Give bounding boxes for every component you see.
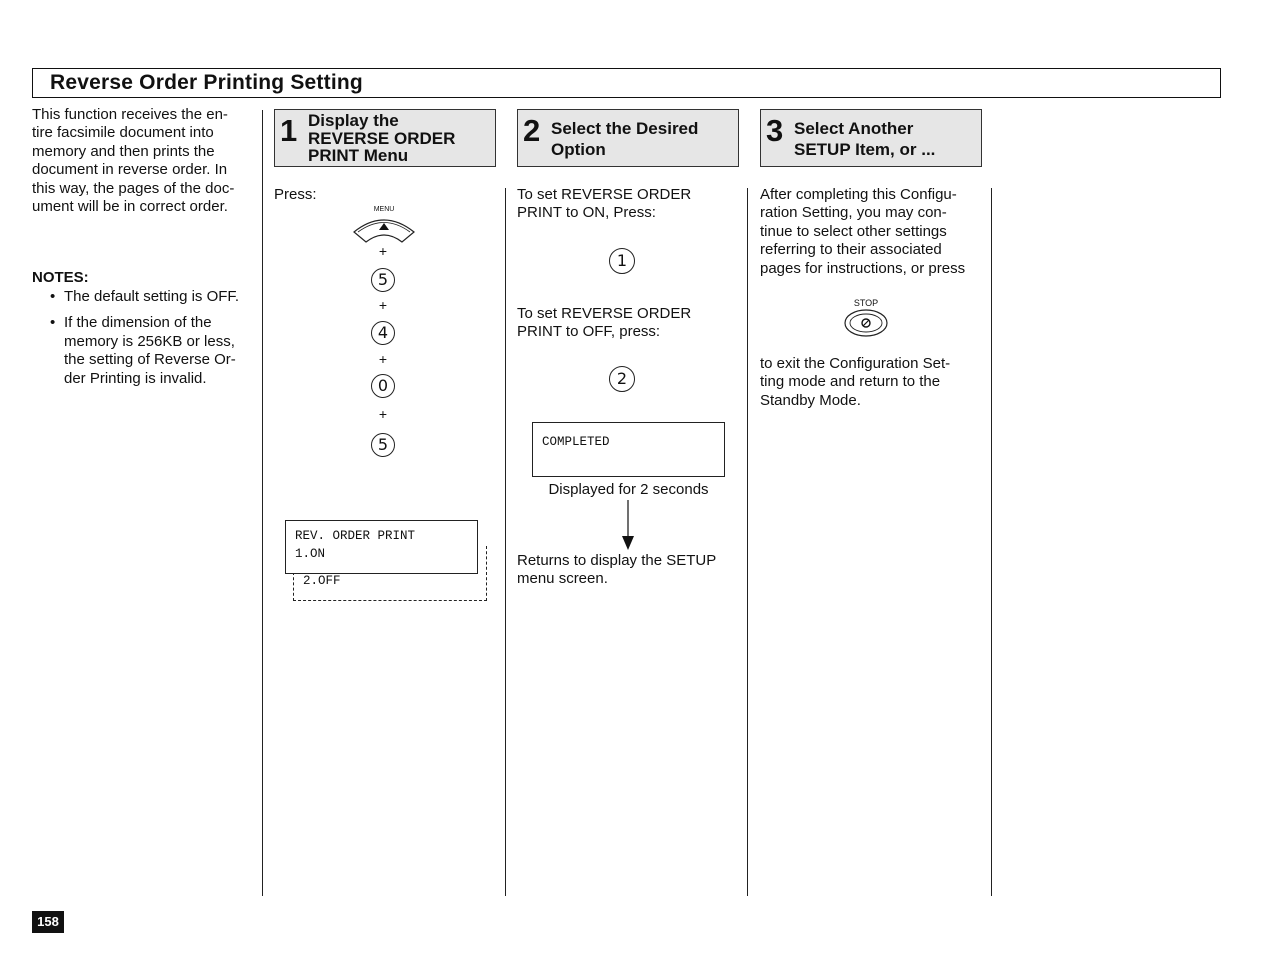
text-line: tinue to select other settings	[760, 222, 947, 240]
text-line: Returns to display the SETUP	[517, 552, 717, 569]
displayed-caption: Displayed for 2 seconds	[548, 481, 709, 498]
text-line: PRINT to OFF, press:	[517, 323, 661, 341]
text-line: pages for instructions, or press	[760, 259, 966, 277]
step-1-header	[274, 109, 496, 167]
lcd-display	[285, 520, 478, 574]
exit-text	[760, 355, 950, 410]
intro-line: tire facsimile document into	[32, 124, 214, 142]
set-off-text	[517, 305, 691, 342]
step-3-header	[760, 109, 982, 167]
step-title-line: Display the	[308, 111, 399, 130]
text-line: PRINT to ON, Press:	[517, 204, 656, 222]
step-title-line: Select the Desired	[551, 119, 699, 138]
column-divider	[747, 188, 748, 896]
column-divider	[505, 188, 506, 896]
step-title-line: Option	[551, 140, 606, 159]
step-title	[794, 118, 935, 160]
menu-up-icon	[352, 214, 416, 246]
step-number: 2	[523, 113, 541, 148]
intro-line: This function receives the en-	[32, 106, 228, 123]
text-line: referring to their associated	[760, 241, 942, 259]
key-5-button[interactable]: 5	[371, 433, 395, 457]
text-line: Standby Mode.	[760, 391, 861, 409]
key-1-button[interactable]: 1	[609, 248, 635, 274]
key-0-button[interactable]: 0	[371, 374, 395, 398]
text-line: After completing this Configu-	[760, 186, 957, 203]
intro-text	[32, 106, 254, 216]
step-title-line: Select Another	[794, 119, 914, 138]
key-5-button[interactable]: 5	[371, 268, 395, 292]
menu-key-label: MENU	[373, 206, 395, 213]
step-number: 3	[766, 113, 784, 148]
text-line: ting mode and return to the	[760, 373, 941, 391]
lcd-line: 2.OFF	[303, 574, 341, 588]
menu-key[interactable]	[352, 206, 416, 246]
text-line: To set REVERSE ORDER	[517, 305, 692, 322]
down-arrow-icon	[620, 500, 636, 552]
intro-line: memory and then prints the	[32, 142, 215, 160]
page-title: Reverse Order Printing Setting	[50, 71, 363, 94]
notes-list	[32, 288, 254, 396]
plus-sign: +	[378, 406, 388, 422]
key-2-button[interactable]: 2	[609, 366, 635, 392]
returns-text	[517, 552, 716, 589]
press-label: Press:	[274, 186, 317, 203]
plus-sign: +	[378, 243, 388, 259]
step-title	[551, 118, 698, 160]
step-title	[308, 112, 455, 165]
stop-icon	[844, 309, 888, 337]
key-4-button[interactable]: 4	[371, 321, 395, 345]
intro-line: document in reverse order. In	[32, 161, 228, 179]
note-item: • If the dimension of the memory is 256KB or less, the setting of Reverse Or-der Printing is invalid.	[32, 314, 254, 388]
column-divider	[262, 110, 263, 896]
intro-line: this way, the pages of the doc-	[32, 179, 235, 197]
step-number: 1	[280, 113, 298, 148]
stop-key[interactable]	[843, 298, 889, 340]
intro-line: ument will be in correct order.	[32, 198, 228, 216]
note-item: • The default setting is OFF.	[32, 288, 254, 306]
page-number: 158	[32, 911, 64, 933]
column-divider	[991, 188, 992, 896]
plus-sign: +	[378, 297, 388, 313]
text-line: ration Setting, you may con-	[760, 204, 947, 222]
notes-heading: NOTES:	[32, 269, 89, 286]
step-title-line: REVERSE ORDER	[308, 128, 456, 148]
lcd-line: 1.ON	[295, 547, 326, 561]
text-line: to exit the Configuration Set-	[760, 355, 951, 372]
lcd-line: REV. ORDER PRINT	[295, 529, 416, 543]
after-completing-text	[760, 186, 965, 278]
step-title-line: SETUP Item, or ...	[794, 140, 936, 159]
text-line: To set REVERSE ORDER	[517, 186, 692, 203]
step-2-header	[517, 109, 739, 167]
lcd-line: COMPLETED	[542, 435, 610, 449]
set-on-text	[517, 186, 691, 223]
step-title-line: PRINT Menu	[308, 146, 409, 165]
stop-key-label: STOP	[853, 298, 879, 308]
lcd-display	[532, 422, 725, 477]
text-line: menu screen.	[517, 570, 608, 588]
plus-sign: +	[378, 351, 388, 367]
